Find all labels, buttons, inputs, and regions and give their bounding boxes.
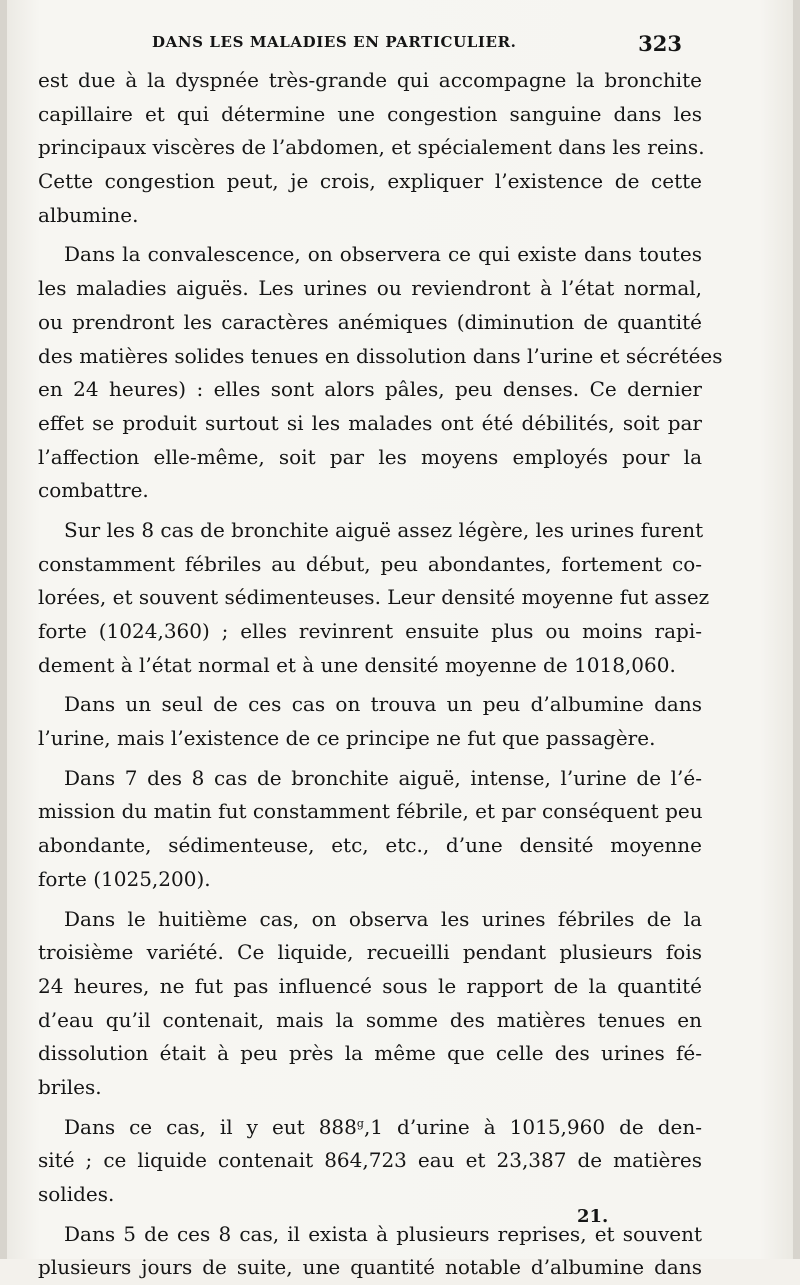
left-scan-edge: [0, 0, 7, 1259]
text-line: Dans la convalescence, on observera ce qui existe dans toutes: [64, 242, 702, 267]
text-line: forte (1025,200).: [38, 866, 211, 891]
text-line: sité ; ce liquide contenait 864,723 eau et 23,387 de matières: [38, 1148, 702, 1173]
text-line: Dans un seul de ces cas on trouva un peu d’albumine dans: [64, 692, 702, 717]
text-line: dissolution était à peu près la même que celle des urines fé-: [38, 1041, 702, 1066]
text-line: combattre.: [38, 478, 149, 503]
text-line: Cette congestion peut, je crois, expliquer l’existence de cette: [38, 169, 702, 194]
text-line: d’eau qu’il contenait, mais la somme des matières tenues en: [38, 1007, 702, 1032]
text-line: Dans 7 des 8 cas de bronchite aiguë, intense, l’urine de l’é-: [64, 765, 702, 790]
text-line: effet se produit surtout si les malades ont été débilités, soit par: [38, 410, 702, 435]
text-line: solides.: [38, 1182, 115, 1206]
text-line: dement à l’état normal et à une densité moyenne de 1018,060.: [38, 652, 676, 677]
text-line: Sur les 8 cas de bronchite aiguë assez légère, les urines furent: [64, 517, 704, 542]
paragraph-urine-measurements: [38, 1111, 702, 1212]
paragraph-bronchite-congestion: [38, 64, 705, 232]
paragraph-intense-bronchitis: [38, 762, 702, 897]
page-number: 323: [638, 31, 682, 56]
text-line: principaux viscères de l’abdomen, et spécialement dans les reins.: [38, 135, 705, 160]
paragraph-five-cases-albumin: [38, 1218, 702, 1285]
page-header: [152, 33, 682, 61]
text-line: l’urine, mais l’existence de ce principe ne fut que passagère.: [38, 726, 656, 751]
paragraph-convalescence: [38, 238, 723, 508]
gram-unit-superscript: g: [356, 1116, 364, 1130]
text-line: capillaire et qui détermine une congestion sanguine dans les: [38, 101, 702, 126]
text-line: l’affection elle-même, soit par les moyens employés pour la: [38, 444, 702, 469]
text-line-fragment: Dans ce cas, il y eut 888: [64, 1114, 357, 1139]
text-line-fragment: ,1 d’urine à 1015,960 de den-: [363, 1114, 702, 1139]
text-line: est due à la dyspnée très-grande qui accompagne la bronchite: [38, 68, 702, 92]
paragraph-eighth-case: [38, 903, 702, 1105]
text-line: les maladies aiguës. Les urines ou reviendront à l’état normal,: [38, 276, 702, 301]
text-line: briles.: [38, 1074, 102, 1099]
text-line: Dans 5 de ces 8 cas, il exista à plusieurs reprises, et souvent: [64, 1221, 702, 1246]
text-line: albumine.: [38, 202, 139, 227]
text-line: constamment fébriles au début, peu abondantes, fortement co-: [38, 551, 702, 576]
text-line-with-unit: [38, 1111, 702, 1145]
text-line: en 24 heures) : elles sont alors pâles, peu denses. Ce dernier: [38, 377, 702, 402]
text-line: 24 heures, ne fut pas influencé sous le rapport de la quantité: [38, 973, 702, 998]
paragraph-light-bronchitis: [38, 514, 710, 682]
text-line: lorées, et souvent sédimenteuses. Leur densité moyenne fut assez: [38, 585, 710, 610]
page-body: [38, 64, 723, 1285]
paragraph-albumin-single-case: [38, 688, 702, 755]
text-line: abondante, sédimenteuse, etc, etc., d’une densité moyenne: [38, 833, 702, 858]
running-title: DANS LES MALADIES EN PARTICULIER.: [152, 33, 517, 51]
text-line: forte (1024,360) ; elles revinrent ensuite plus ou moins rapi-: [38, 619, 702, 643]
text-line: des matières solides tenues en dissolution dans l’urine et sécrétées: [38, 343, 723, 368]
text-line: troisième variété. Ce liquide, recueilli pendant plusieurs fois: [38, 940, 702, 965]
printer-signature: 21.: [577, 1206, 609, 1227]
text-line: mission du matin fut constamment fébrile, et par conséquent peu: [38, 799, 703, 824]
text-line: plusieurs jours de suite, une quantité notable d’albumine dans: [38, 1255, 702, 1280]
text-line: Dans le huitième cas, on observa les urines fébriles de la: [64, 906, 702, 931]
right-scan-edge: [793, 0, 800, 1259]
text-line: ou prendront les caractères anémiques (diminution de quantité: [38, 309, 702, 334]
